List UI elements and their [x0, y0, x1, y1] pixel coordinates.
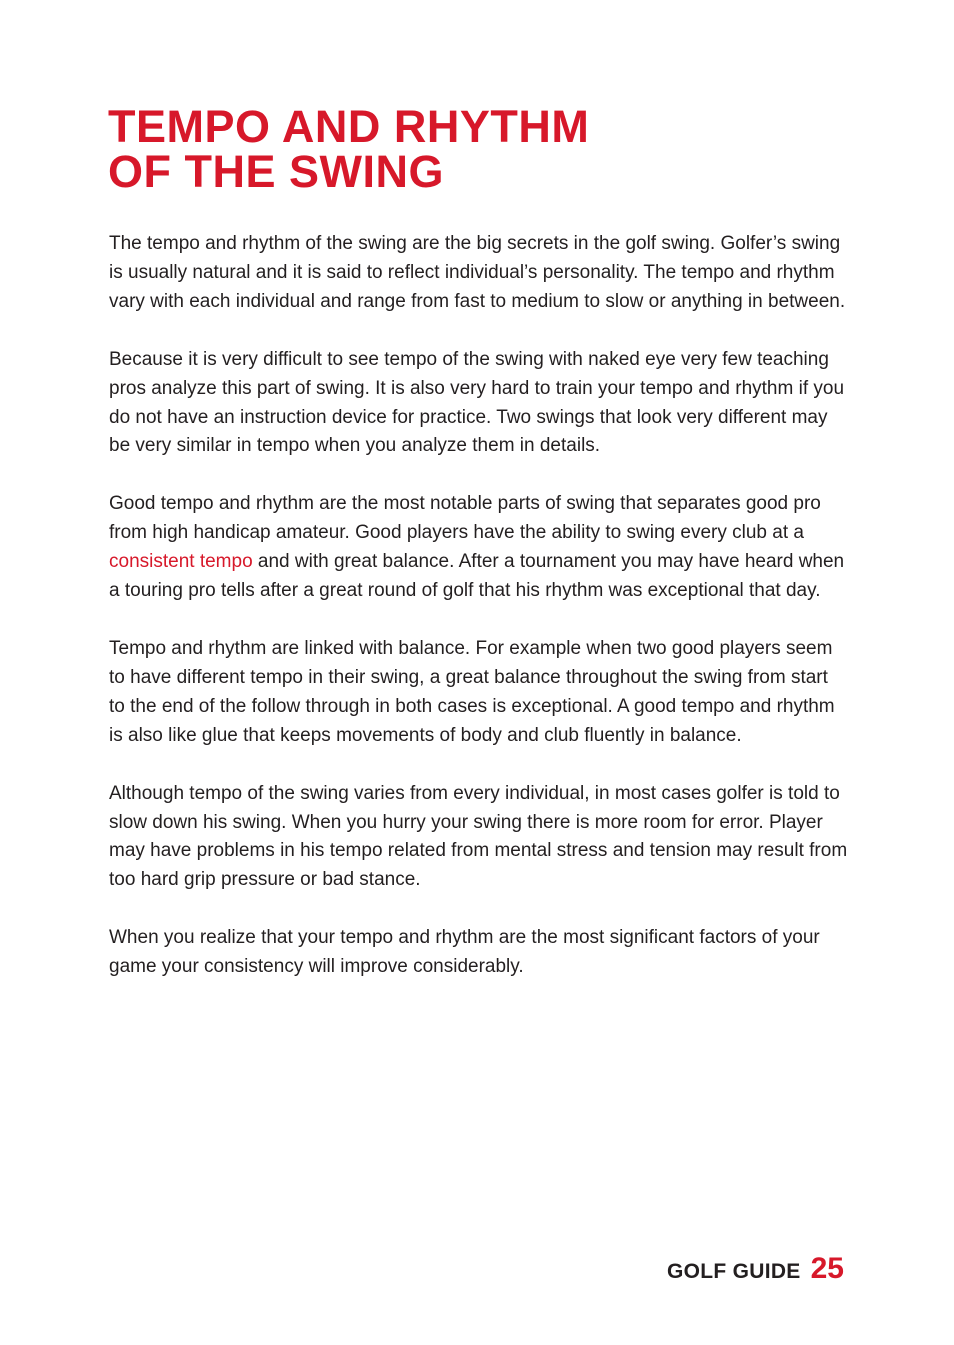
paragraph-3 — [109, 490, 849, 606]
page-title — [108, 101, 848, 197]
paragraph-4: Tempo and rhythm are linked with balance. For example when two good players seem to have different tempo in their swing, a great balance throughout the swing from start to the end of the follow through in both cases is exceptional. A good tempo and rhythm is also like glue that keeps movements of body and club fluently in balance. — [109, 637, 835, 746]
title-line-1: TEMPO AND RHYTHM — [108, 101, 590, 152]
footer-label: GOLF GUIDE — [666, 1260, 801, 1283]
title-line-2: OF THE SWING — [108, 146, 444, 197]
paragraph-3-text-end: and with great balance. After a tournament you may have heard when a touring pro tells after a great round of golf that his rhythm was exceptional that day. — [109, 551, 845, 602]
article-body — [109, 230, 849, 1011]
paragraph-6: When you realize that your tempo and rhythm are the most significant factors of your game your consistency will improve considerably. — [109, 927, 820, 978]
paragraph-3-text-start: Good tempo and rhythm are the most notable parts of swing that separates good pro from high handicap amateur. Good players have the ability to swing every club at a — [109, 493, 821, 544]
paragraph-5: Although tempo of the swing varies from every individual, in most cases golfer is told to slow down his swing. When you hurry your swing there is more room for error. Player may have problems in his tempo related from mental stress and tension may result from too hard grip pressure or bad stance. — [109, 782, 848, 891]
paragraph-2: Because it is very difficult to see tempo of the swing with naked eye very few teaching pros analyze this part of swing. It is also very hard to train your tempo and rhythm if you do not have an instruction device for practice. Two swings that look very different may be very similar in tempo when you analyze them in details. — [109, 348, 845, 457]
page-number: 25 — [810, 1252, 844, 1285]
paragraph-1: The tempo and rhythm of the swing are the big secrets in the golf swing. Golfer’s swing is usually natural and it is said to reflect individual’s personality. The tempo and rhythm vary with each individual and range from fast to medium to slow or anything in between. — [109, 233, 846, 312]
page-footer — [667, 1252, 844, 1286]
consistent-tempo-link[interactable]: consistent tempo — [109, 551, 253, 573]
